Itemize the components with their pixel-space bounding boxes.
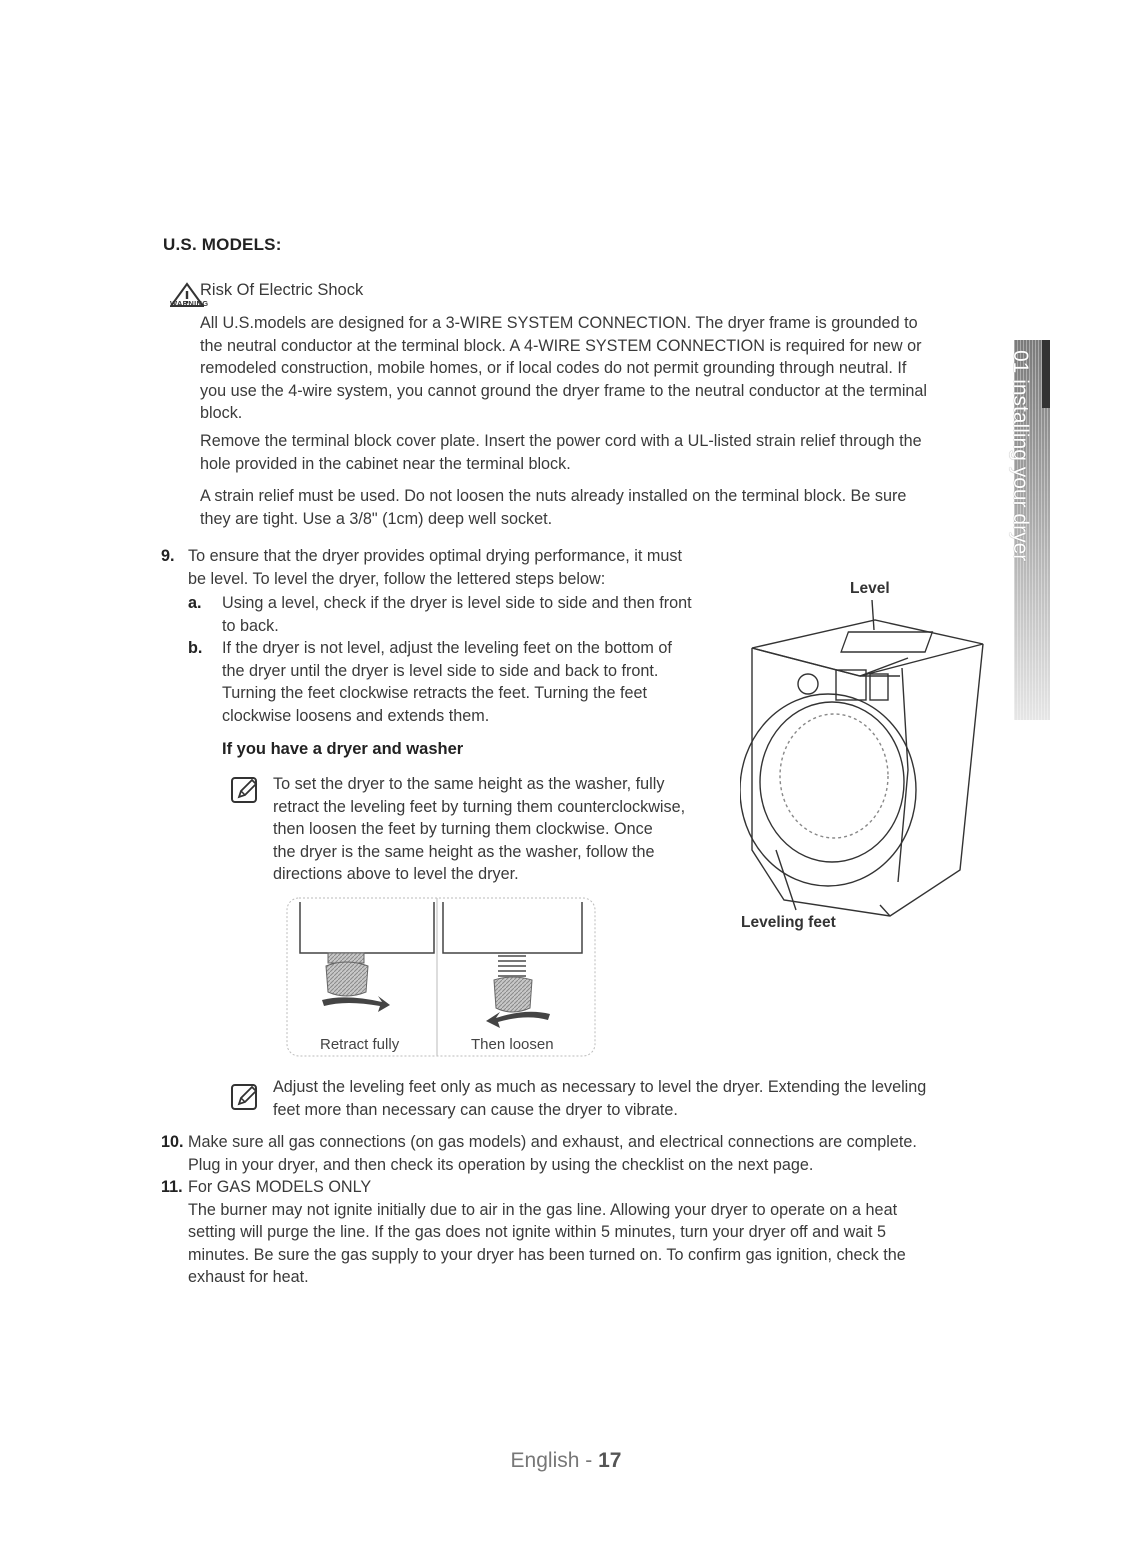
page-number: 17 bbox=[598, 1449, 622, 1472]
step-10-text bbox=[188, 1131, 917, 1176]
step-11-text bbox=[188, 1176, 906, 1289]
dryer-and-washer-subheading: If you have a dryer and washer bbox=[222, 740, 464, 758]
text-line: you use the 4-wire system, you cannot ground the dryer frame to the neutral conductor at the terminal bbox=[200, 381, 928, 400]
step-9b-text bbox=[222, 637, 732, 727]
note-pencil-icon bbox=[230, 1082, 260, 1112]
text-line: they are tight. Use a 3/8" (1cm) deep well socket. bbox=[200, 509, 553, 528]
text-line: be level. To level the dryer, follow the lettered steps below: bbox=[188, 569, 606, 588]
text-line: Make sure all gas connections (on gas models) and exhaust, and electrical connections are complete. bbox=[188, 1133, 917, 1151]
note-pencil-icon bbox=[230, 775, 260, 805]
step-9-text bbox=[188, 545, 733, 590]
level-label: Level bbox=[850, 580, 890, 597]
dryer-dial bbox=[798, 674, 818, 694]
retract-fully-caption: Retract fully bbox=[320, 1036, 400, 1053]
warning-paragraph-3 bbox=[200, 485, 990, 530]
text-line: the dryer is the same height as the washer, follow the bbox=[273, 842, 655, 861]
step-9b-letter: b. bbox=[188, 639, 203, 657]
text-line: the dryer until the dryer is level side to side and back to front. bbox=[222, 661, 659, 680]
dryer-top bbox=[752, 620, 983, 676]
text-line: Turning the feet clockwise retracts the feet. Turning the feet bbox=[222, 684, 647, 702]
step-9a-text bbox=[222, 592, 732, 637]
text-line: Using a level, check if the dryer is level side to side and then front bbox=[222, 594, 692, 612]
text-line: Adjust the leveling feet only as much as necessary to level the dryer. Extending the leveling bbox=[273, 1078, 927, 1096]
text-line: To ensure that the dryer provides optimal drying performance, it must bbox=[188, 547, 682, 565]
text-line: All U.S.models are designed for a 3-WIRE SYSTEM CONNECTION. The dryer frame is grounded to bbox=[200, 314, 918, 332]
warning-title: Risk Of Electric Shock bbox=[200, 281, 364, 299]
text-line: Plug in your dryer, and then check its operation by using the checklist on the next page. bbox=[188, 1155, 814, 1174]
section-title: U.S. MODELS: bbox=[163, 235, 282, 254]
text-line: exhaust for heat. bbox=[188, 1268, 309, 1286]
text-line: If the dryer is not level, adjust the leveling feet on the bottom of bbox=[222, 639, 672, 657]
retract-fully-panel bbox=[300, 902, 434, 1012]
level-tool bbox=[841, 632, 932, 652]
then-loosen-caption: Then loosen bbox=[471, 1036, 554, 1053]
warning-paragraph-2 bbox=[200, 430, 990, 475]
dryer-door bbox=[740, 694, 916, 886]
text-line: retract the leveling feet by turning them counterclockwise, bbox=[273, 797, 686, 816]
warning-label: WARNING bbox=[170, 299, 209, 308]
text-line: A strain relief must be used. Do not loosen the nuts already installed on the terminal block. Be sure bbox=[200, 487, 907, 505]
text-line: Remove the terminal block cover plate. Insert the power cord with a UL-listed strain relief through the bbox=[200, 432, 922, 450]
clockwise-arrow-icon bbox=[322, 996, 390, 1012]
text-line: to back. bbox=[222, 616, 279, 635]
text-line: then loosen the feet by turning them clockwise. Once bbox=[273, 820, 653, 838]
dryer-illustration bbox=[740, 600, 990, 920]
text-line: block. bbox=[200, 404, 243, 422]
step-11-number: 11. bbox=[161, 1178, 183, 1196]
text-line: To set the dryer to the same height as the washer, fully bbox=[273, 775, 665, 793]
warning-paragraph-1 bbox=[200, 312, 990, 425]
text-line: hole provided in the cabinet near the terminal block. bbox=[200, 454, 571, 473]
text-line: The burner may not ignite initially due to air in the gas line. Allowing your dryer to operate on a heat bbox=[188, 1200, 898, 1219]
text-line: setting will purge the line. If the gas does not ignite within 5 minutes, turn your dryer off and wait 5 bbox=[188, 1223, 886, 1241]
step-9-number: 9. bbox=[161, 547, 175, 565]
text-line: For GAS MODELS ONLY bbox=[188, 1178, 372, 1196]
page-footer bbox=[0, 1447, 1132, 1475]
counterclockwise-arrow-icon bbox=[486, 1012, 550, 1028]
step-10-number: 10. bbox=[161, 1133, 184, 1151]
footer-language: English - bbox=[510, 1449, 599, 1472]
text-line: the neutral conductor at the terminal block. A 4-WIRE SYSTEM CONNECTION is required for new or bbox=[200, 336, 922, 355]
text-line: clockwise loosens and extends them. bbox=[222, 706, 490, 725]
step-9a-letter: a. bbox=[188, 594, 202, 612]
text-line: directions above to level the dryer. bbox=[273, 865, 519, 883]
then-loosen-panel bbox=[443, 902, 582, 1028]
leveling-note bbox=[273, 1076, 926, 1121]
text-line: minutes. Be sure the gas supply to your dryer has been turned on. To confirm gas ignition, check the bbox=[188, 1245, 906, 1264]
leveling-feet-label: Leveling feet bbox=[741, 914, 836, 931]
text-line: remodeled construction, mobile homes, or if local codes do not permit grounding through neutral. If bbox=[200, 359, 907, 377]
dryer-washer-note bbox=[273, 773, 685, 886]
text-line: feet more than necessary can cause the dryer to vibrate. bbox=[273, 1100, 678, 1119]
chapter-side-tab-label: 01 installing your dryer bbox=[1009, 350, 1032, 562]
